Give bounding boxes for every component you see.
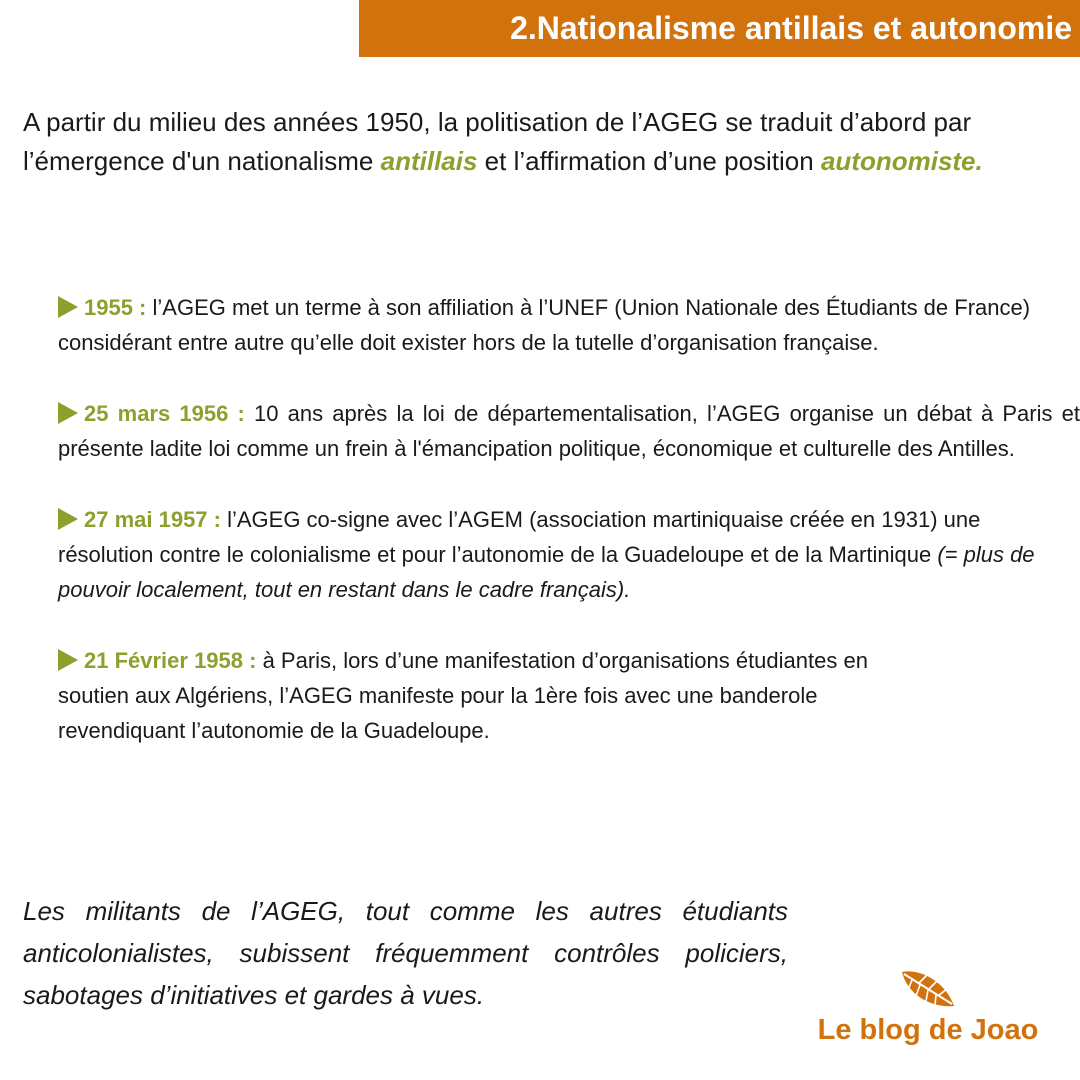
event-text: l’AGEG met un terme à son affiliation à l’UNEF (Union Nationale des Étudiants de France) considérant entre autre qu’elle doit exister hors de la tutelle d’organisation française.: [58, 295, 1031, 355]
event-text: l’AGEG co-signe avec l’AGEM (association martiniquaise créée en 1931) une résolution contre le colonialisme et pour l’autonomie de la Guadeloupe et de la Martinique: [58, 507, 981, 567]
intro-paragraph: [23, 103, 1033, 181]
timeline-event-1956: [58, 396, 1080, 466]
page-title: 2.Nationalisme antillais et autonomie: [359, 0, 1080, 57]
timeline-list: [58, 290, 1080, 784]
event-note: (= plus de pouvoir localement, tout en restant dans le cadre français).: [58, 542, 1035, 602]
event-date: 1955 :: [84, 295, 147, 320]
triangle-bullet-icon: [58, 296, 78, 318]
event-date: 25 mars 1956 :: [84, 401, 245, 426]
closing-paragraph: Les militants de l’AGEG, tout comme les autres étudiants anticolonialistes, subissent fréquemment contrôles policiers, sabotages d’initiatives et gardes à vues.: [23, 896, 788, 1010]
intro-text-2: et l’affirmation d’une position: [477, 146, 821, 176]
event-date: 21 Février 1958 :: [84, 648, 257, 673]
intro-highlight-antillais: antillais: [380, 146, 478, 176]
timeline-event-1958: [58, 643, 908, 748]
event-text: 10 ans après la loi de départementalisation, l’AGEG organise un débat à Paris et présente ladite loi comme un frein à l'émancipation politique, économique et culturelle des Antilles.: [58, 401, 1080, 461]
timeline-event-1957: [58, 502, 1048, 607]
event-text: à Paris, lors d’une manifestation d’organisations étudiantes en soutien aux Algériens, l’AGEG manifeste pour la 1ère fois avec une banderole revendiquant l’autonomie de la Guadeloupe.: [58, 648, 868, 743]
triangle-bullet-icon: [58, 649, 78, 671]
blog-brand-name: Le blog de Joao: [817, 1014, 1039, 1046]
triangle-bullet-icon: [58, 402, 78, 424]
intro-text-1: A partir du milieu des années 1950, la politisation de l’AGEG se traduit d’abord par l’émergence d'un nationalisme: [23, 107, 972, 176]
event-date: 27 mai 1957 :: [84, 507, 221, 532]
leaf-icon: [898, 968, 958, 1010]
triangle-bullet-icon: [58, 508, 78, 530]
timeline-event-1955: [58, 290, 1048, 360]
intro-highlight-autonomiste: autonomiste.: [820, 146, 983, 176]
